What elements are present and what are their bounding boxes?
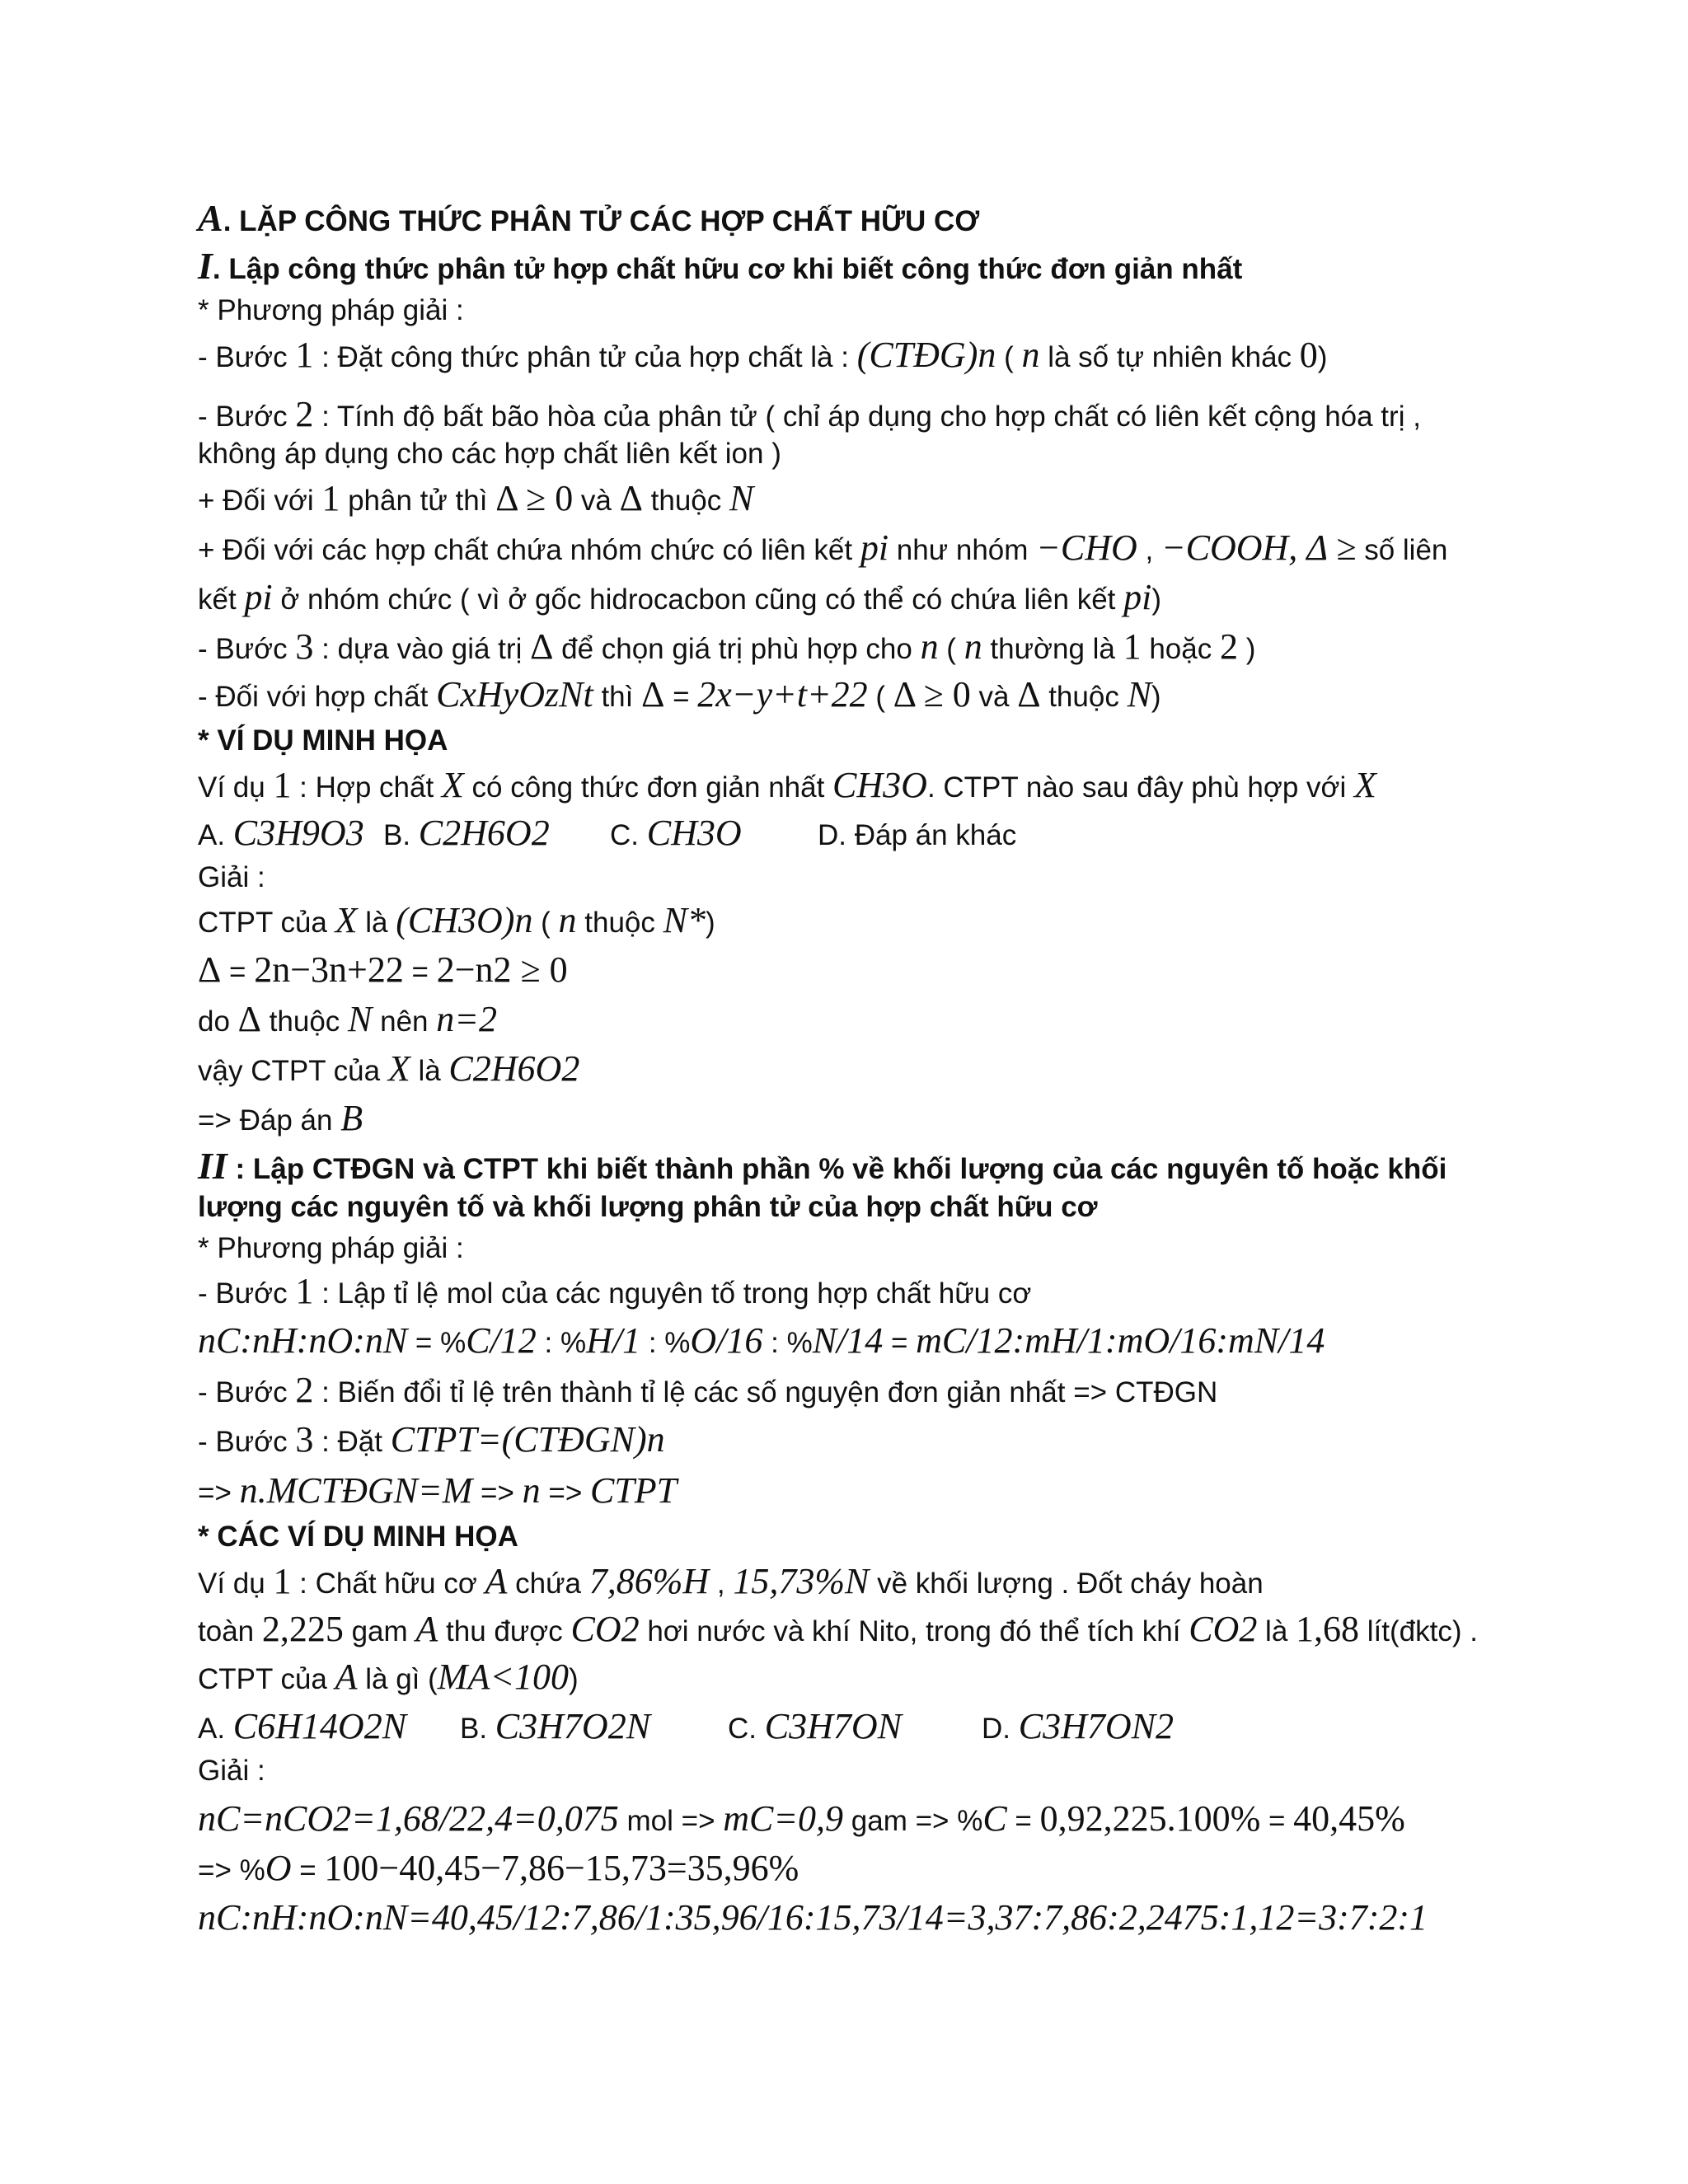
example-1-question: Ví dụ 1 : Hợp chất X có công thức đơn giản nhất CH3O. CTPT nào sau đây phù hợp với X: [198, 765, 1376, 805]
solution-2-line-1: nC=nCO2=1,68/22,4=0,075 mol => mC=0,9 gam => %C = 0,92,225.100% = 40,45%: [198, 1798, 1405, 1839]
solution-line-2: Δ = 2n−3n+22 = 2−n2 ≥ 0: [198, 949, 568, 990]
option-a: A. C6H14O2N: [198, 1706, 407, 1746]
solution-label: Giải :: [198, 861, 265, 893]
step-3-text: - Bước 3 : dựa vào giá trị Δ để chọn giá trị phù hợp cho n ( n thường là 1 hoặc 2 ): [198, 626, 1256, 667]
option-b: B. C2H6O2: [383, 813, 550, 853]
section-ii-heading: II : Lập CTĐGN và CTPT khi biết thành phần % về khối lượng của các nguyên tố hoặc khối: [198, 1145, 1447, 1187]
method-label: * Phương pháp giải :: [198, 294, 464, 326]
option-d: D. C3H7ON2: [982, 1706, 1174, 1746]
rule-functional-group: + Đối với các hợp chất chứa nhóm chức có liên kết pi như nhóm −CHO , −COOH, Δ ≥ số liên: [198, 527, 1448, 568]
solution-2-line-2: => %O = 100−40,45−7,86−15,73=35,96%: [198, 1848, 799, 1888]
option-d: D. Đáp án khác: [818, 819, 1017, 851]
rule-functional-group-cont: kết pi ở nhóm chức ( vì ở gốc hidrocacbon cũng có thể có chứa liên kết pi): [198, 577, 1161, 617]
examples-heading-2: * CÁC VÍ DỤ MINH HỌA: [198, 1521, 518, 1553]
example-2-question-cont: toàn 2,225 gam A thu được CO2 hơi nước và khí Nito, trong đó thể tích khí CO2 là 1,68 lít(đktc) .: [198, 1609, 1478, 1649]
option-c: C. CH3O: [610, 813, 742, 853]
option-b: B. C3H7O2N: [460, 1706, 651, 1746]
solution-line-3: do Δ thuộc N nên n=2: [198, 999, 497, 1039]
section-i-heading: I. Lập công thức phân tử hợp chất hữu cơ khi biết công thức đơn giản nhất: [198, 245, 1243, 287]
example-1-options: [198, 814, 1016, 855]
step-2-text: - Bước 2 : Tính độ bất bão hòa của phân tử ( chỉ áp dụng cho hợp chất có liên kết cộng hóa trị ,: [198, 394, 1421, 434]
step-3-text-2: - Bước 3 : Đặt CTPT=(CTĐGN)n: [198, 1419, 665, 1460]
solution-2-line-3: nC:nH:nO:nN=40,45/12:7,86/1:35,96/16:15,73/14=3,37:7,86:2,2475:1,12=3:7:2:1: [198, 1897, 1428, 1938]
step-2-text-2: - Bước 2 : Biến đổi tỉ lệ trên thành tỉ lệ các số nguyện đơn giản nhất => CTĐGN: [198, 1370, 1218, 1410]
solution-label-2: Giải :: [198, 1755, 265, 1787]
answer-line: => Đáp án B: [198, 1098, 363, 1138]
rule-single-molecule: + Đối với 1 phân tử thì Δ ≥ 0 và Δ thuộc N: [198, 478, 754, 518]
mol-ratio-formula: nC:nH:nO:nN = %C/12 : %H/1 : %O/16 : %N/14 = mC/12:mH/1:mO/16:mN/14: [198, 1320, 1325, 1361]
section-a-heading: A. LẶP CÔNG THỨC PHÂN TỬ CÁC HỢP CHẤT HỮU CƠ: [198, 197, 980, 239]
section-ii-heading-cont: lượng các nguyên tố và khối lượng phân tử của hợp chất hữu cơ: [198, 1191, 1098, 1223]
step-1-text-2: - Bước 1 : Lập tỉ lệ mol của các nguyên tố trong hợp chất hữu cơ: [198, 1271, 1032, 1311]
step-1-text: - Bước 1 : Đặt công thức phân tử của hợp chất là : (CTĐG)n ( n là số tự nhiên khác 0): [198, 335, 1328, 375]
solution-line-1: CTPT của X là (CH3O)n ( n thuộc N*): [198, 900, 715, 940]
examples-heading: * VÍ DỤ MINH HỌA: [198, 724, 448, 757]
method-label-2: * Phương pháp giải :: [198, 1232, 464, 1264]
option-a: A. C3H9O3: [198, 813, 364, 853]
step-3-formula: => n.MCTĐGN=M => n => CTPT: [198, 1470, 678, 1511]
example-2-question: Ví dụ 1 : Chất hữu cơ A chứa 7,86%H , 15,73%N về khối lượng . Đốt cháy hoàn: [198, 1561, 1264, 1601]
option-c: C. C3H7ON: [728, 1706, 902, 1746]
example-2-options: [198, 1708, 1174, 1748]
example-2-question-end: CTPT của A là gì (MA<100): [198, 1657, 579, 1697]
formula-rule: - Đối với hợp chất CxHyOzNt thì Δ = 2x−y+t+22 ( Δ ≥ 0 và Δ thuộc N): [198, 674, 1161, 715]
solution-line-4: vậy CTPT của X là C2H6O2: [198, 1048, 580, 1089]
step-2-text-cont: không áp dụng cho các hợp chất liên kết ion ): [198, 438, 781, 470]
